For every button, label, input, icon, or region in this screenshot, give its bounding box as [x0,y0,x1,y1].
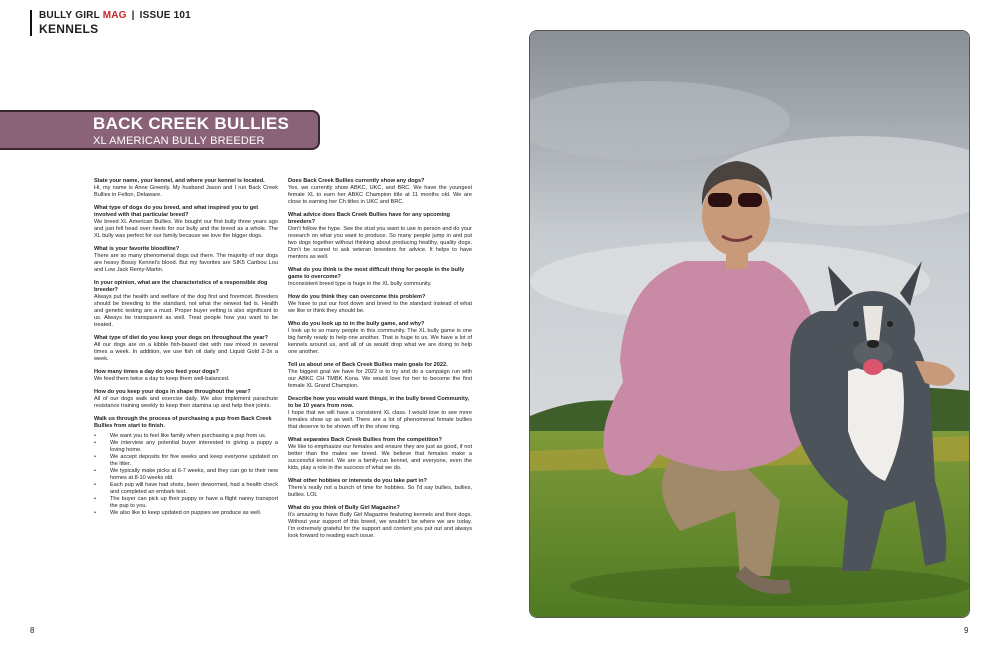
answer: It's amazing to have Bully Girl Magazine featuring kennels and their dogs. Without your support of this breed, we wouldn't be where we are today. I'm extremely grateful for the support and content you put out and always look forward to reading each issue. [288,512,472,539]
question: How do you think they can overcome this problem? [288,294,426,300]
question: What advice does Back Creek Bullies have for any upcoming breeders? [288,212,450,225]
page-number-left: 8 [30,626,35,635]
dog-eye-left [853,321,859,327]
question: Walk us through the process of purchasing a pup from Back Creek Bullies from start to finish. [94,416,272,429]
qa-block [288,212,472,261]
answer: There's really not a bunch of time for hobbies. So I'd say bullies, bullies, bullies. LOL [288,485,472,498]
qa-block [288,505,472,540]
question: What type of diet do you keep your dogs on throughout the year? [94,335,269,341]
answer: There are so many phenomenal dogs out there. The majority of our dogs are heavy Bossy Kennel's blood. But my favorites are SIK5 Caribou Lou and Low Jack Remy-Martin. [94,253,278,273]
masthead-divider: | [131,10,135,21]
dog-eye-right [887,321,893,327]
masthead [30,10,191,36]
qa-block [94,178,278,199]
article-column-left [94,178,278,523]
question: What other hobbies or interests do you take part in? [288,478,427,484]
question: Tell us about one of Back Creek Bullies main goals for 2022. [288,362,448,368]
answer: I look up to so many people in this community. The XL bully game is one big family ready to help one another. That is huge to us. We have a lot of kennels around us, and all of us would drop what we are doing to help one another. [288,328,472,355]
question: What do you think is the most difficult thing for people in the bully game to overcome? [288,267,465,280]
list-item: • We want you to feel like family when purchasing a pup from us. [94,433,278,440]
page-number-right: 9 [964,626,969,635]
article-column-middle [288,178,472,546]
list-item: • We accept deposits for five weeks and keep everyone updated on the litter. [94,454,278,468]
answer: Don't follow the hype. See the stud you want to use in person and do your research on what you want to produce. So many people jump in and put two dogs together without thinking about producing healthy, quality dogs. Don't be scared to ask veteran breeders for advice. It helps to have mentors as well. [288,226,472,260]
qa-block [94,205,278,240]
qa-block [94,280,278,329]
article-subtitle: XL AMERICAN BULLY BREEDER [93,135,265,147]
answer: Hi, my name is Anne Greenly. My husband Jason and I run Back Creek Bullies in Felton, Delaware. [94,185,278,198]
woman-face [702,176,770,256]
question: State your name, your kennel, and where your kennel is located. [94,178,265,184]
qa-block [288,437,472,472]
answer: We feed them twice a day to keep them well-balanced. [94,376,230,382]
process-bullet-list [94,433,278,517]
answer: I hope that we will have a consistent XL class. I would love to see more females show up as well. There are a lot of phenomenal female bullies that deserve to be shown off in the show ring. [288,410,472,430]
qa-block [288,178,472,206]
qa-block [94,335,278,363]
question: Does Back Creek Bullies currently show any dogs? [288,178,425,184]
answer: Yes, we currently show ABKC, UKC, and BRC. We have the youngest female XL to earn her ABKC Champion title at 11 months old. We are close to earning her Ch titles in UKC and BRC. [288,185,472,205]
question: How do you keep your dogs in shape throughout the year? [94,389,251,395]
question: In your opinion, what are the characteristics of a responsible dog breeder? [94,280,268,293]
question: What type of dogs do you breed, and what inspired you to get involved with that particular breed? [94,205,259,218]
qa-block [94,246,278,274]
article-title: BACK CREEK BULLIES [93,114,290,133]
issue-number: ISSUE 101 [139,10,191,21]
dog-nose [867,340,879,348]
qa-block [288,294,472,315]
qa-block [288,321,472,356]
dog-tongue [863,359,883,375]
brand-name: BULLY GIRL [39,10,100,21]
sunglasses-right-lens [738,193,762,207]
qa-block [288,478,472,499]
question: Describe how you would want things, in the bully breed Community, to be 10 years from now. [288,396,470,409]
magazine-issue-line [39,10,191,22]
brand-mag: MAG [102,10,127,21]
sunglasses-left-lens [708,193,732,207]
list-item: • The buyer can pick up their puppy or have a flight nanny transport the pup to you. [94,496,278,510]
answer: We like to emphasize our females and ensure they are just as good, if not better than the males we breed. We believe that females make a successful kennel. We are a family-run kennel, and everyone, even the kids, play a role in the success of what we do. [288,444,472,471]
question: Who do you look up to in the bully game, and why? [288,321,425,327]
question: What separates Back Creek Bullies from the competition? [288,437,442,443]
qa-block [288,267,472,288]
qa-block [288,396,472,431]
answer: All of our dogs walk and exercise daily. We also implement parachute resistance training weekly to keep their stamina up and help their joints. [94,396,278,409]
question: What do you think of Bully Girl Magazine? [288,505,400,511]
qa-block [94,389,278,410]
photo-illustration [530,31,970,618]
feature-photo [529,30,970,618]
list-item: • Each pup will have had shots, been dewormed, had a health check and completed an embark test. [94,482,278,496]
answer: Always put the health and welfare of the dog first and foremost. Breeders should be breeding to the standard, not what the newest fad is. Health and genetic testing are a must. Proper buyer vetting is also significant to us. Always be transparent as well. Treat people how you want to be treated. [94,294,278,328]
qa-block [94,369,278,383]
answer: We breed XL American Bullies. We bought our first bully three years ago and just fell head over heels for our bully and the breed as a whole. The XL bully was perfect for our family because we love the bigger dogs. [94,219,278,239]
answer: All our dogs are on a kibble fish-based diet with raw mixed in several times a week. In addition, we use fish oil daily and Liquid Gold 2-3x a week. [94,342,278,362]
answer: The biggest goal we have for 2022 is to try and do a campaign run with our ABKC CH TMBK Kona. We would love for her to become the first female XL Grand Champion. [288,369,472,389]
question: How many times a day do you feed your dogs? [94,369,219,375]
qa-block [94,416,278,517]
answer: We have to put our foot down and breed to the standard instead of what we like or think they should be. [288,301,472,314]
list-item: • We interview any potential buyer interested in giving a puppy a loving home. [94,440,278,454]
list-item: • We also like to keep updated on puppies we produce as well. [94,510,278,517]
qa-block [288,362,472,390]
list-item: • We typically make picks at 6-7 weeks, and they can go to their new homes at 8-10 weeks old. [94,468,278,482]
question: What is your favorite bloodline? [94,246,180,252]
answer: Inconsistent breed type is huge in the XL bully community. [288,281,432,287]
section-label: KENNELS [39,22,99,36]
